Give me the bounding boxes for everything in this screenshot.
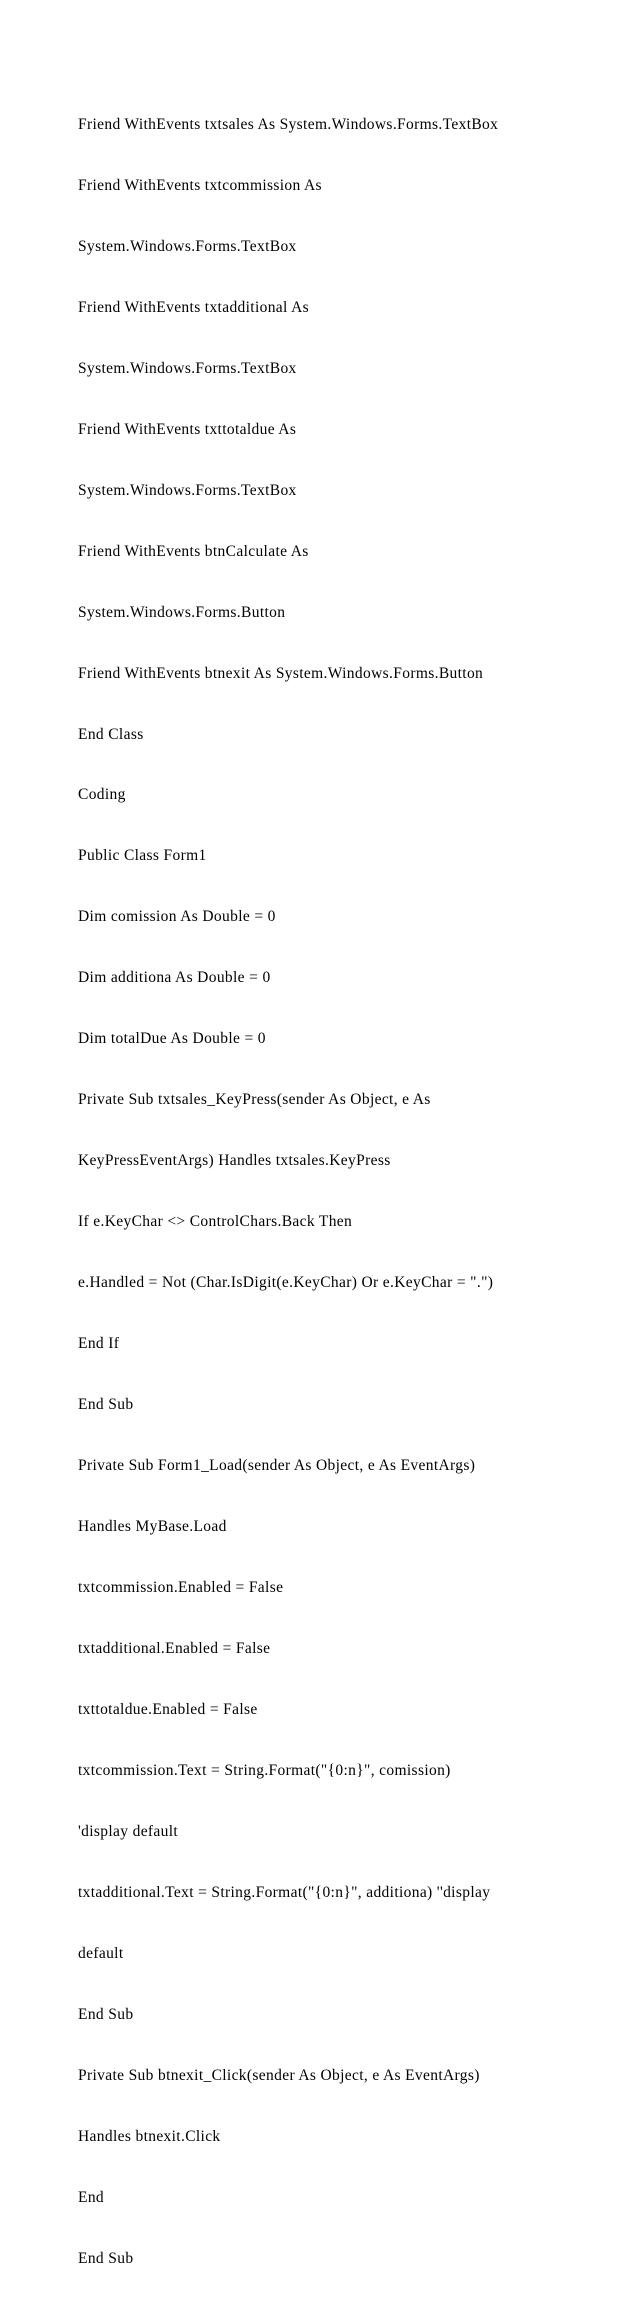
code-line: Handles MyBase.Load — [78, 1518, 227, 1536]
code-line: txtadditional.Text = String.Format("{0:n}", additiona) ''display — [78, 1884, 491, 1902]
code-line: Private Sub txtsales_KeyPress(sender As Object, e As — [78, 1091, 431, 1109]
code-line: End Class — [78, 725, 144, 743]
code-line: txttotaldue.Enabled = False — [78, 1701, 258, 1719]
code-line: Friend WithEvents txtadditional As — [78, 298, 309, 316]
code-line: Friend WithEvents txtcommission As — [78, 176, 322, 194]
code-line: txtcommission.Text = String.Format("{0:n}", comission) — [78, 1762, 451, 1780]
code-line: If e.KeyChar <> ControlChars.Back Then — [78, 1213, 353, 1231]
code-line: End If — [78, 1335, 120, 1353]
code-line: default — [78, 1945, 124, 1963]
code-line: End Sub — [78, 2250, 134, 2268]
code-line: Handles btnexit.Click — [78, 2128, 221, 2146]
code-line: Coding — [78, 786, 126, 804]
code-line: System.Windows.Forms.TextBox — [78, 237, 297, 255]
code-line: 'display default — [78, 1823, 179, 1841]
code-line: Dim additiona As Double = 0 — [78, 969, 271, 987]
code-line: End Sub — [78, 2006, 134, 2024]
code-line: End — [78, 2189, 105, 2207]
code-line: Dim comission As Double = 0 — [78, 908, 276, 926]
code-line: Friend WithEvents txttotaldue As — [78, 420, 297, 438]
code-line: txtcommission.Enabled = False — [78, 1579, 284, 1597]
code-line: Private Sub btnexit_Click(sender As Object, e As EventArgs) — [78, 2067, 480, 2085]
code-line: System.Windows.Forms.Button — [78, 603, 286, 621]
code-listing — [78, 74, 498, 2310]
code-line: System.Windows.Forms.TextBox — [78, 359, 297, 377]
code-line: txtadditional.Enabled = False — [78, 1640, 271, 1658]
code-line: End Sub — [78, 1396, 134, 1414]
code-line: Friend WithEvents txtsales As System.Windows.Forms.TextBox — [78, 115, 499, 133]
code-line: System.Windows.Forms.TextBox — [78, 481, 297, 499]
code-line: Friend WithEvents btnexit As System.Windows.Forms.Button — [78, 664, 484, 682]
code-line: Friend WithEvents btnCalculate As — [78, 542, 309, 560]
code-line: Dim totalDue As Double = 0 — [78, 1030, 266, 1048]
code-line: e.Handled = Not (Char.IsDigit(e.KeyChar) Or e.KeyChar = ".") — [78, 1274, 494, 1292]
code-line: Private Sub Form1_Load(sender As Object, e As EventArgs) — [78, 1457, 476, 1475]
code-line: KeyPressEventArgs) Handles txtsales.KeyPress — [78, 1152, 391, 1170]
code-line: Public Class Form1 — [78, 847, 207, 865]
